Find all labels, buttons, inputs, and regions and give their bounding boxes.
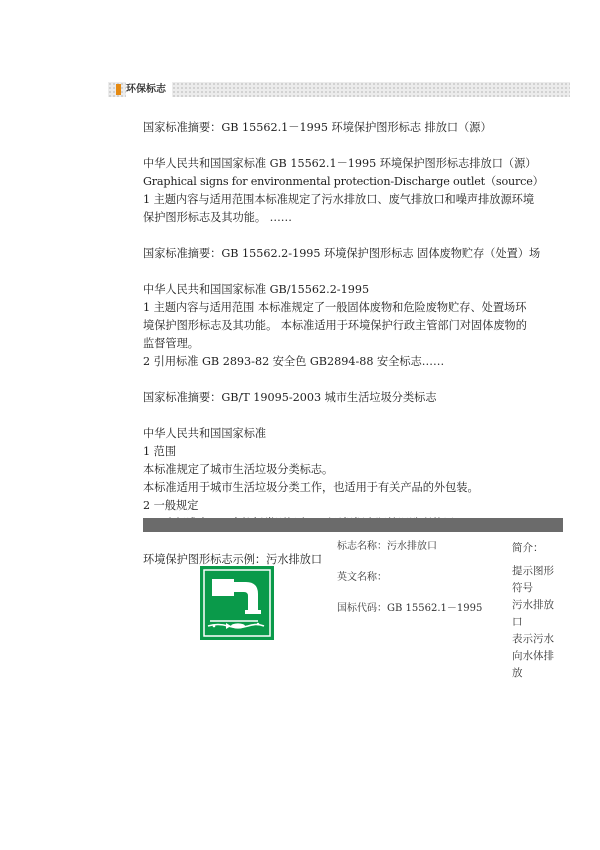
document-body	[143, 119, 568, 569]
intro-line: 污水排放	[512, 599, 554, 611]
summary-title-1: 国家标准摘要：GB 15562.1－1995 环境保护图形标志 排放口（源）	[143, 121, 492, 134]
paragraph-line: 2 一般规定	[143, 499, 199, 512]
paragraph-line: 境保护图形标志及其功能。 本标准适用于环境保护行政主管部门对固体废物的	[143, 319, 527, 332]
orange-marker	[116, 84, 121, 95]
paragraph-line: 本标准适用于城市生活垃圾分类工作，也适用于有关产品的外包装。	[143, 481, 479, 494]
standard-title-1-en: Graphical signs for environmental protection-Discharge outlet（source）	[143, 175, 544, 188]
section-header-band	[108, 82, 570, 97]
paragraph-line: 1 主题内容与适用范围 本标准规定了一般固体废物和危险废物贮存、处置场环	[143, 301, 527, 314]
intro-line: 表示污水	[512, 633, 554, 645]
paragraph-line: 本标准规定了城市生活垃圾分类标志。	[143, 463, 334, 476]
sign-info	[337, 540, 497, 633]
example-table-header-bar	[143, 518, 563, 532]
paragraph-line: 保护图形标志及其功能。 ……	[143, 211, 292, 224]
intro-line: 符号	[512, 582, 533, 594]
paragraph-line: 1 主题内容与适用范围本标准规定了污水排放口、废气排放口和噪声排放源环境	[143, 193, 535, 206]
section-header-label: 环保标志	[126, 82, 172, 97]
sign-english-name: 英文名称：	[337, 572, 387, 583]
intro-line: 口	[512, 616, 523, 628]
intro-line: 提示图形	[512, 565, 554, 577]
sign-introduction	[512, 540, 568, 682]
standard-title-2: 中华人民共和国国家标准 GB/15562.2-1995	[143, 283, 370, 296]
paragraph-line: 1 范围	[143, 445, 177, 458]
sign-background	[200, 566, 274, 640]
standard-title-1: 中华人民共和国国家标准 GB 15562.1－1995 环境保护图形标志排放口（源）	[143, 157, 537, 170]
paragraph-line: 监督管理。	[143, 337, 199, 350]
sign-name: 标志名称：污水排放口	[337, 541, 437, 552]
paragraph-line: 2 引用标准 GB 2893-82 安全色 GB2894-88 安全标志……	[143, 355, 445, 368]
sign-standard-code: 国标代码：GB 15562.1－1995	[337, 603, 483, 614]
summary-title-2: 国家标准摘要：GB 15562.2-1995 环境保护图形标志 固体废物贮存（处置）场	[143, 247, 541, 260]
intro-line: 向水体排	[512, 650, 554, 662]
summary-title-3: 国家标准摘要：GB/T 19095-2003 城市生活垃圾分类标志	[143, 391, 437, 404]
example-caption: 环境保护图形标志示例：污水排放口	[143, 553, 323, 566]
wastewater-outlet-icon	[200, 566, 274, 640]
intro-title: 简介：	[512, 542, 544, 554]
intro-line: 放	[512, 667, 523, 679]
standard-title-3: 中华人民共和国国家标准	[143, 427, 267, 440]
